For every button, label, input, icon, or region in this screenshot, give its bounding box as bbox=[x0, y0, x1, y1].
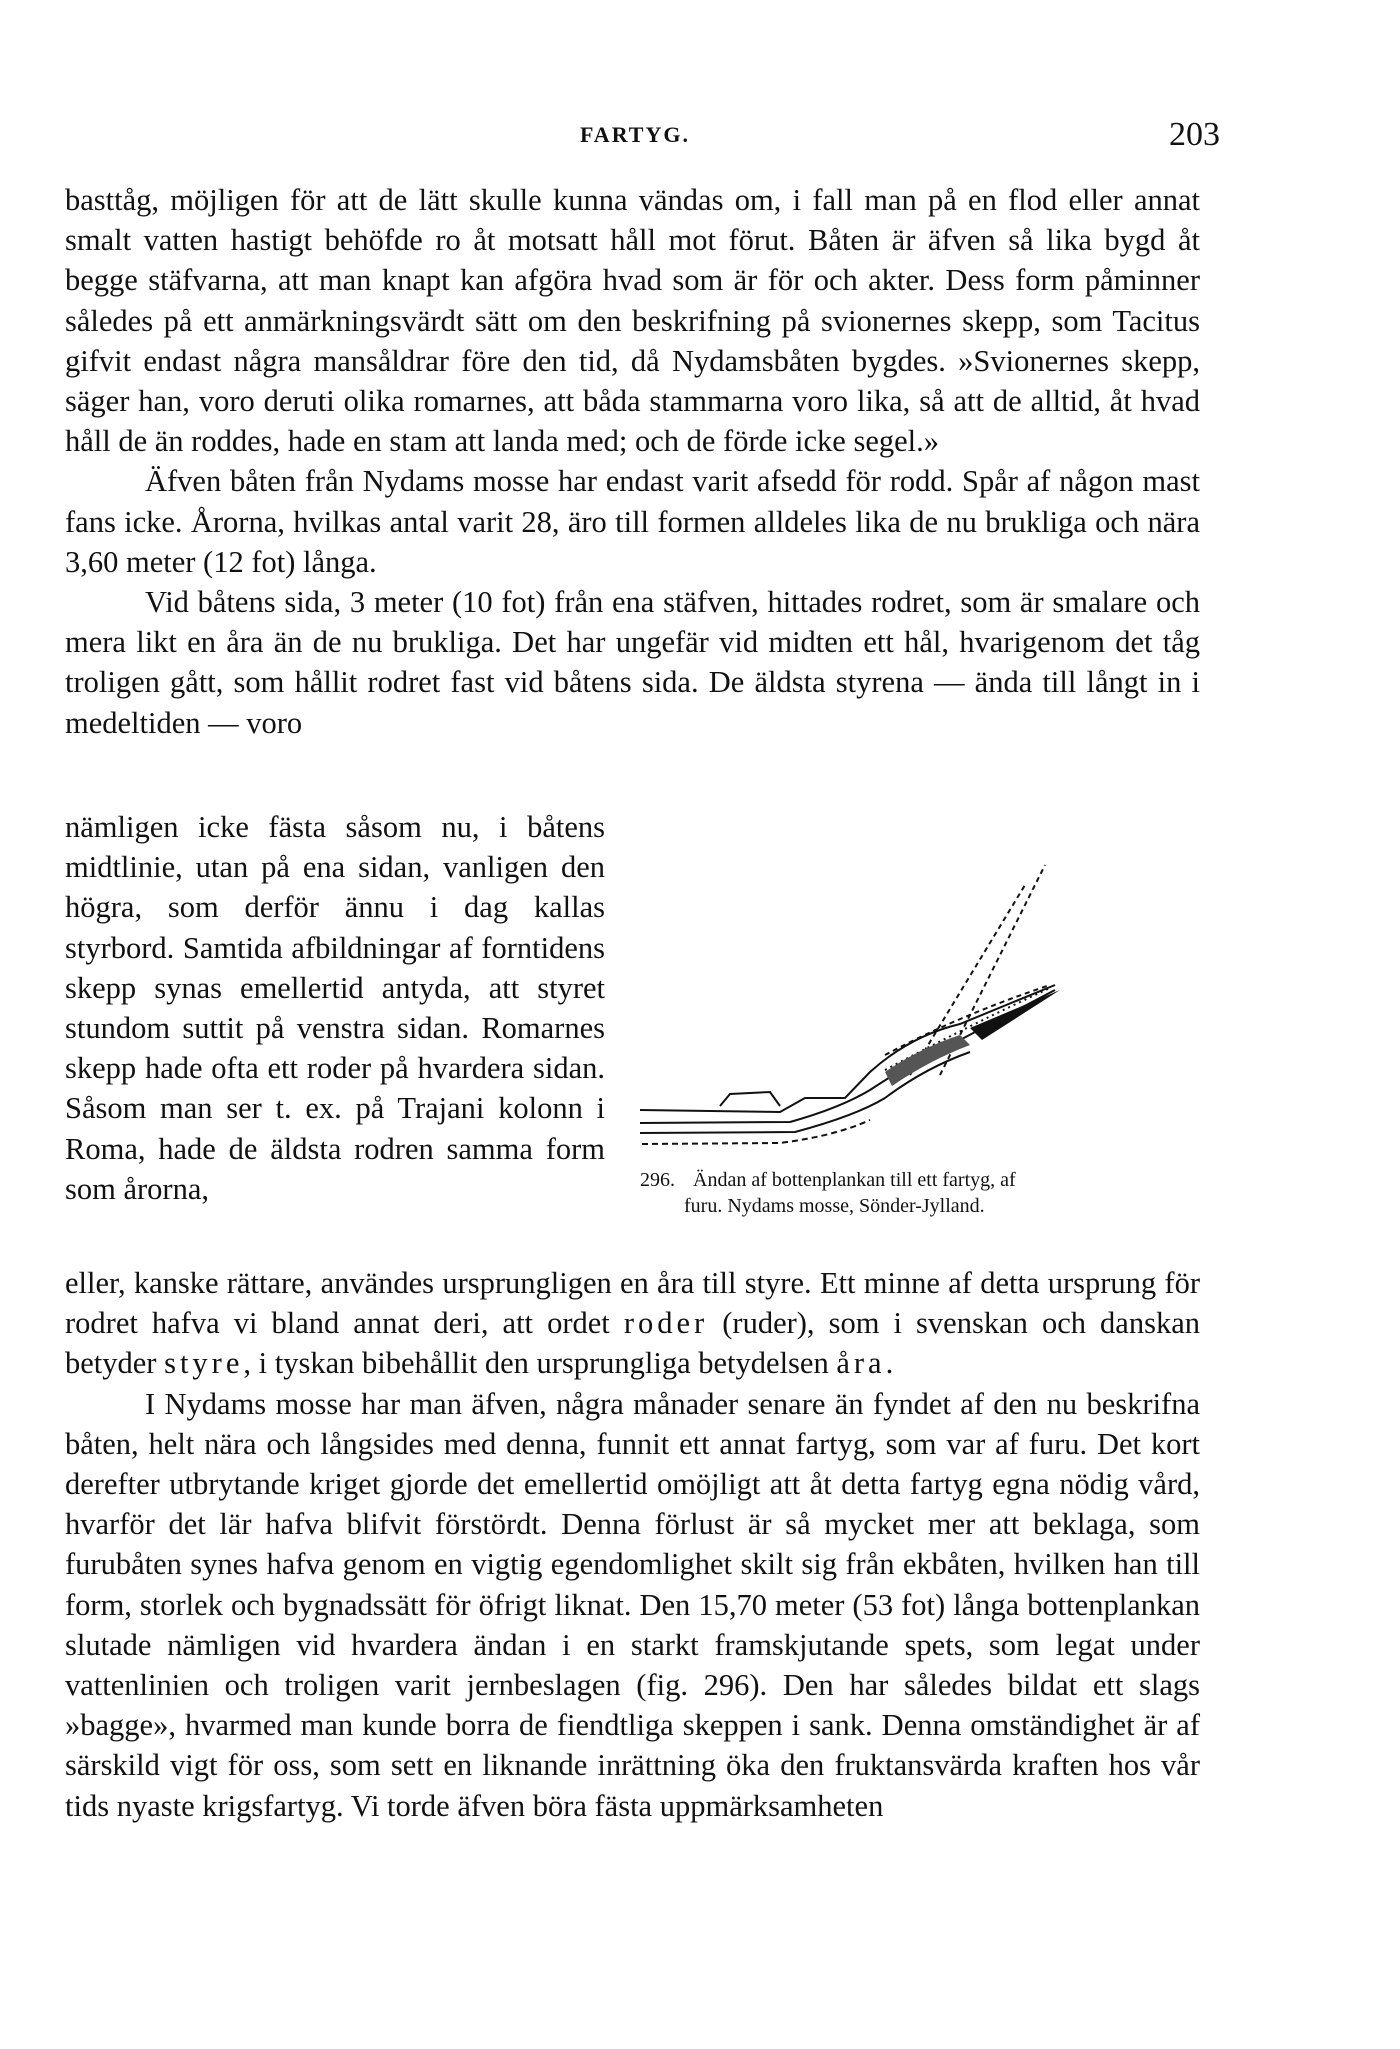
page-number: 203 bbox=[1169, 116, 1220, 153]
roder-text-b: (ruder), som i svenskan och danskan betyder bbox=[65, 1306, 1200, 1381]
figure-number: 296. bbox=[640, 1169, 675, 1191]
paragraph-rudder-continued: nämligen icke fästa såsom nu, i båtens midtlinie, utan på ena sidan, vanligen den högra, som derför ännu i dag kallas styrbord. Samtida afbildningar af forntidens skepp synas emellertid antyda, att styret stundom suttit på venstra sidan. Romarnes skepp hade ofta ett roder på hvardera sidan. Såsom man ser t. ex. på Trajani kolonn i Roma, hade de äldsta rodren samma form som årorna, bbox=[65, 810, 605, 1206]
bottom-plank-drawing bbox=[630, 840, 1200, 1170]
roder-text-c: , i tyskan bibehållit den ursprungliga betydelsen bbox=[243, 1346, 837, 1381]
text-block-top bbox=[65, 180, 1200, 743]
caption-text-1: Ändan af bottenplankan till ett fartyg, af bbox=[693, 1169, 1016, 1191]
running-title: FARTYG. bbox=[580, 122, 690, 147]
roder-text-a: eller, kanske rättare, användes ursprungligen en åra till styre. Ett minne af detta ursprung för rodret hafva vi bland annat deri, att ordet bbox=[65, 1266, 1200, 1341]
text-block-beside-figure bbox=[65, 807, 605, 1209]
figure-caption bbox=[640, 1167, 1200, 1219]
spaced-word-styre: styre bbox=[164, 1346, 244, 1381]
caption-line-2: furu. Nydams mosse, Sönder-Jylland. bbox=[684, 1195, 985, 1217]
paragraph-roder bbox=[65, 1263, 1200, 1384]
text-block-bottom bbox=[65, 1263, 1200, 1826]
paragraph-tacitus: basttåg, möjligen för att de lätt skulle kunna vändas om, i fall man på en flod eller annat smalt vatten hastigt behöfde ro åt motsatt håll mot förut. Båten är äfven så lika bygd åt begge stäfvarna, att man knapt kan afgöra hvad som är för och akter. Dess form påminner således på ett anmärkningsvärdt sätt om den beskrifning på svionernes skepp, som Tacitus gifvit endast några mansåldrar före den tid, då Nydamsbåten bygdes. »Svionernes skepp, säger han, voro deruti olika romarnes, att båda stammarna voro lika, så att de alltid, åt hvad håll de än roddes, hade en stam att landa med; och de förde icke segel.» bbox=[65, 183, 1200, 459]
caption-line-1 bbox=[640, 1167, 1200, 1193]
paragraph-furubat: I Nydams mosse har man äfven, några månader senare än fyndet af den nu beskrifna båten, helt nära och långsides med denna, funnit ett annat fartyg, som var af furu. Det kort derefter utbrytande kriget gjorde det emellertid omöjligt att åt detta fartyg egna nödig vård, hvarför det lär hafva blifvit förstördt. Denna förlust är så mycket mer att beklaga, som furubåten synes hafva genom en vigtig egendomlighet skilt sig från ekbåten, hvilken han till form, storlek och bygnadssätt för öfrigt liknat. Den 15,70 meter (53 fot) långa bottenplankan slutade nämligen vid hvardera ändan i en starkt framskjutande spets, som legat under vattenlinien och troligen varit jernbeslagen (fig. 296). Den har således bildat ett slags »bagge», hvarmed man kunde borra de fiendtliga skeppen i sank. Denna omständighet är af särskild vigt för oss, som sett en liknande inrättning öka den fruktansvärda kraften hos vår tids nyaste krigsfartyg. Vi torde äfven böra fästa uppmärksamheten bbox=[65, 1386, 1200, 1823]
spaced-word-ara: åra bbox=[836, 1346, 886, 1381]
paragraph-oars: Äfven båten från Nydams mosse har endast varit afsedd för rodd. Spår af någon mast fans icke. Årorna, hvilkas antal varit 28, äro till formen alldeles lika de nu brukliga och nära 3,60 meter (12 fot) långa. bbox=[65, 464, 1200, 579]
spaced-word-roder: roder bbox=[623, 1306, 709, 1341]
roder-text-d: . bbox=[885, 1346, 894, 1381]
running-head bbox=[0, 116, 1400, 162]
paragraph-rudder: Vid båtens sida, 3 meter (10 fot) från ena stäfven, hittades rodret, som är smalare och mera likt en åra än de nu brukliga. Det har ungefär vid midten ett hål, hvarigenom det tåg troligen gått, som hållit rodret fast vid båtens sida. De äldsta styrena — ända till långt in i medeltiden — voro bbox=[65, 585, 1200, 740]
